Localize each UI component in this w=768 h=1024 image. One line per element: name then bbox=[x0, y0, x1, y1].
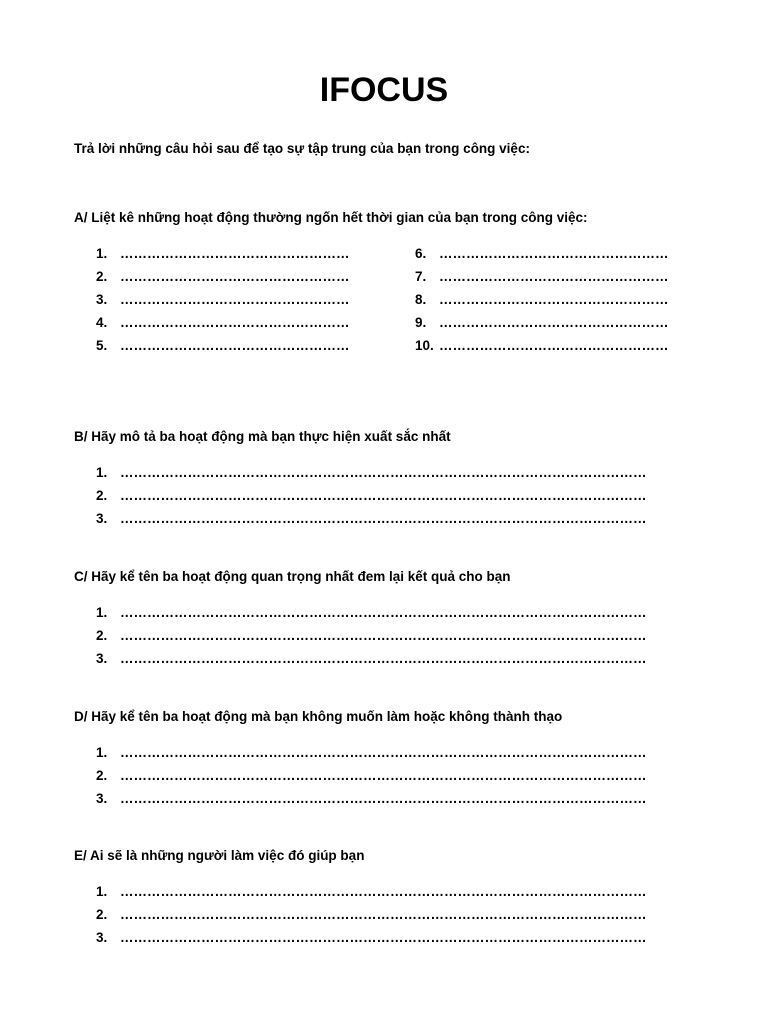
list-item bbox=[96, 628, 647, 644]
answer-line: ……………………………………………………………………………………………………… bbox=[120, 605, 647, 620]
answer-line: ……………………………………………………………………………………………………… bbox=[120, 511, 647, 526]
item-number: 6. bbox=[415, 246, 427, 261]
list-item bbox=[96, 884, 647, 900]
item-number: 1. bbox=[96, 465, 108, 480]
list-item bbox=[96, 511, 647, 527]
intro-text: Trả lời những câu hỏi sau để tạo sự tập trung của bạn trong công việc: bbox=[74, 141, 530, 156]
item-number: 2. bbox=[96, 488, 108, 503]
list-item bbox=[96, 651, 647, 667]
answer-line: …………………………………………… bbox=[120, 292, 350, 307]
answer-line: …………………………………………… bbox=[439, 338, 669, 353]
item-number: 3. bbox=[96, 930, 108, 945]
item-number: 5. bbox=[96, 338, 108, 353]
list-item bbox=[415, 246, 669, 262]
list-item bbox=[96, 338, 350, 354]
section-a-heading: A/ Liệt kê những hoạt động thường ngốn hết thời gian của bạn trong công việc: bbox=[74, 210, 588, 225]
item-number: 3. bbox=[96, 651, 108, 666]
item-number: 9. bbox=[415, 315, 427, 330]
answer-line: ……………………………………………………………………………………………………… bbox=[120, 465, 647, 480]
section-e-heading: E/ Ai sẽ là những người làm việc đó giúp bạn bbox=[74, 848, 365, 863]
item-number: 4. bbox=[96, 315, 108, 330]
list-item bbox=[415, 269, 669, 285]
list-item bbox=[96, 907, 647, 923]
answer-line: …………………………………………… bbox=[120, 315, 350, 330]
list-item bbox=[96, 292, 350, 308]
list-item bbox=[96, 605, 647, 621]
section-c-heading: C/ Hãy kể tên ba hoạt động quan trọng nhất đem lại kết quả cho bạn bbox=[74, 569, 511, 584]
list-item bbox=[415, 292, 669, 308]
item-number: 2. bbox=[96, 907, 108, 922]
answer-line: …………………………………………… bbox=[120, 246, 350, 261]
answer-line: ……………………………………………………………………………………………………… bbox=[120, 884, 647, 899]
list-item bbox=[96, 246, 350, 262]
answer-line: …………………………………………… bbox=[439, 292, 669, 307]
page-title: IFOCUS bbox=[319, 71, 449, 109]
answer-line: …………………………………………… bbox=[439, 246, 669, 261]
item-number: 2. bbox=[96, 768, 108, 783]
answer-line: …………………………………………… bbox=[439, 315, 669, 330]
section-b-heading: B/ Hãy mô tả ba hoạt động mà bạn thực hiện xuất sắc nhất bbox=[74, 429, 451, 444]
answer-line: …………………………………………… bbox=[120, 338, 350, 353]
answer-line: ……………………………………………………………………………………………………… bbox=[120, 628, 647, 643]
answer-line: ……………………………………………………………………………………………………… bbox=[120, 930, 647, 945]
item-number: 1. bbox=[96, 605, 108, 620]
list-item bbox=[96, 315, 350, 331]
list-item bbox=[96, 768, 647, 784]
item-number: 1. bbox=[96, 745, 108, 760]
item-number: 7. bbox=[415, 269, 427, 284]
list-item bbox=[96, 745, 647, 761]
list-item bbox=[96, 791, 647, 807]
answer-line: ……………………………………………………………………………………………………… bbox=[120, 651, 647, 666]
item-number: 1. bbox=[96, 884, 108, 899]
list-item bbox=[96, 488, 647, 504]
answer-line: ……………………………………………………………………………………………………… bbox=[120, 768, 647, 783]
item-number: 3. bbox=[96, 292, 108, 307]
list-item bbox=[96, 465, 647, 481]
list-item bbox=[96, 930, 647, 946]
item-number: 3. bbox=[96, 511, 108, 526]
item-number: 2. bbox=[96, 269, 108, 284]
list-item bbox=[415, 338, 669, 354]
answer-line: ……………………………………………………………………………………………………… bbox=[120, 791, 647, 806]
list-item bbox=[96, 269, 350, 285]
item-number: 10. bbox=[415, 338, 434, 353]
section-d-heading: D/ Hãy kể tên ba hoạt động mà bạn không muốn làm hoặc không thành thạo bbox=[74, 709, 563, 724]
answer-line: …………………………………………… bbox=[120, 269, 350, 284]
item-number: 8. bbox=[415, 292, 427, 307]
answer-line: ……………………………………………………………………………………………………… bbox=[120, 488, 647, 503]
list-item bbox=[415, 315, 669, 331]
item-number: 1. bbox=[96, 246, 108, 261]
item-number: 2. bbox=[96, 628, 108, 643]
item-number: 3. bbox=[96, 791, 108, 806]
answer-line: …………………………………………… bbox=[439, 269, 669, 284]
answer-line: ……………………………………………………………………………………………………… bbox=[120, 745, 647, 760]
answer-line: ……………………………………………………………………………………………………… bbox=[120, 907, 647, 922]
